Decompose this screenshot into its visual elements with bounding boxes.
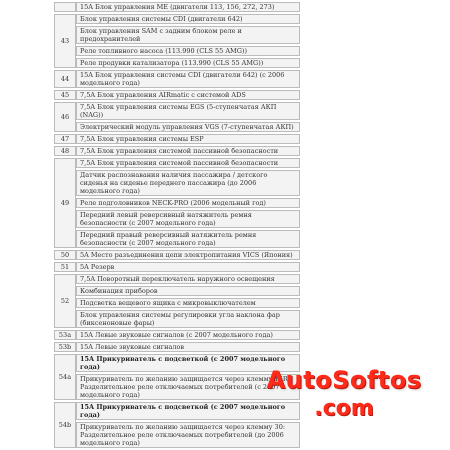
fuse-description: Прикуриватель по желанию защищается через клемму 30: Разделительное реле отключаемых потребителей (до 2006 модельного года) (76, 422, 300, 448)
fuse-description: Реле подголовников NECK-PRO (2006 модельный год) (76, 198, 300, 208)
fuse-number: 52 (54, 274, 76, 328)
fuse-row (54, 286, 300, 296)
fuse-description: 5A Место разъединения цепи электропитания VICS (Япония) (76, 250, 300, 260)
fuse-row (54, 330, 300, 340)
watermark-line1: AutoSoftos (266, 366, 422, 394)
fuse-row (54, 146, 300, 156)
fuse-description: Подсветка вещевого ящика с микровыключателем (76, 298, 300, 308)
fuse-row (54, 102, 300, 120)
fuse-number: 50 (54, 250, 76, 260)
fuse-number: 51 (54, 262, 76, 272)
fuse-description: 15A Прикуриватель с подсветкой (с 2007 модельного года) (76, 402, 300, 420)
fuse-number: 44 (54, 70, 76, 88)
fuse-row (54, 422, 300, 448)
fuse-row (54, 402, 300, 420)
watermark-line2: .com (314, 396, 374, 421)
fuse-row (54, 58, 300, 68)
fuse-description: 7,5A Блок управления системой пассивной безопасности (76, 158, 300, 168)
fuse-row (54, 310, 300, 328)
fuse-description: Блок управления системы CDI (двигатели 642) (76, 14, 300, 24)
fuse-row (54, 122, 300, 132)
fuse-description: Реле продувки катализатора (113.990 (CLS 55 AMG)) (76, 58, 300, 68)
fuse-row (54, 198, 300, 208)
fuse-description: Комбинация приборов (76, 286, 300, 296)
fuse-description: Блок управления SAM с задним блоком реле и предохранителей (76, 26, 300, 44)
fuse-row (54, 26, 300, 44)
fuse-description: 7,5A Блок управления AIRmatic с системой ADS (76, 90, 300, 100)
fuse-row (54, 298, 300, 308)
fuse-description: 5A Резерв (76, 262, 300, 272)
fuse-number: 49 (54, 158, 76, 248)
fuse-description: 15A Прикуриватель с подсветкой (с 2007 модельного года) (76, 354, 300, 372)
fuse-row (54, 342, 300, 352)
fuse-number (54, 2, 76, 12)
fuse-description: 15A Левые звуковые сигналов (с 2007 модельного года) (76, 330, 300, 340)
fuse-description: 7,5A Блок управления системы ESP (76, 134, 300, 144)
fuse-row (54, 250, 300, 260)
fuse-number: 43 (54, 14, 76, 68)
fuse-description: 15A Блок управления ME (двигатели 113, 156, 272, 273) (76, 2, 300, 12)
fuse-number: 54b (54, 402, 76, 448)
fuse-table (54, 0, 300, 450)
fuse-number: 45 (54, 90, 76, 100)
fuse-number: 53a (54, 330, 76, 340)
fuse-row (54, 210, 300, 228)
fuse-description: Датчик распознавания наличия пассажира / детского сиденья на сиденье переднего пассажира (до 2006 модельного года) (76, 170, 300, 196)
fuse-row (54, 262, 300, 272)
fuse-row (54, 2, 300, 12)
fuse-description: Передний левый реверсивный натяжитель ремня безопасности (с 2007 модельного года) (76, 210, 300, 228)
fuse-row (54, 170, 300, 196)
fuse-row (54, 354, 300, 372)
fuse-row (54, 374, 300, 400)
fuse-description: Передний правый реверсивный натяжитель ремня безопасности (с 2007 модельного года) (76, 230, 300, 248)
fuse-row (54, 90, 300, 100)
fuse-row (54, 274, 300, 284)
fuse-description: Электрический модуль управления VGS (7-ступенчатая АКП) (76, 122, 300, 132)
fuse-number: 46 (54, 102, 76, 132)
fuse-description: 7,5A Блок управления системой пассивной безопасности (76, 146, 300, 156)
fuse-row (54, 46, 300, 56)
fuse-row (54, 14, 300, 24)
fuse-number: 48 (54, 146, 76, 156)
fuse-description: 7,5A Блок управления системы EGS (5-ступенчатая АКП (NAG)) (76, 102, 300, 120)
fuse-row (54, 70, 300, 88)
fuse-description: 15A Блок управления системы CDI (двигатели 642) (с 2006 модельного года) (76, 70, 300, 88)
fuse-row (54, 230, 300, 248)
fuse-row (54, 134, 300, 144)
fuse-row (54, 158, 300, 168)
fuse-description: Реле топливного насоса (113.990 (CLS 55 AMG)) (76, 46, 300, 56)
fuse-description: Прикуриватель по желанию защищается через клемму 15R: Разделительное реле отключаемых потребителей (с 2007 модельного года) (76, 374, 300, 400)
fuse-description: Блок управления системы регулировки угла наклона фар (биксеноновые фары) (76, 310, 300, 328)
fuse-number: 53b (54, 342, 76, 352)
fuse-description: 7,5A Поворотный переключатель наружного освещения (76, 274, 300, 284)
fuse-number: 54a (54, 354, 76, 400)
fuse-description: 15A Левые звуковые сигналов (76, 342, 300, 352)
fuse-number: 47 (54, 134, 76, 144)
